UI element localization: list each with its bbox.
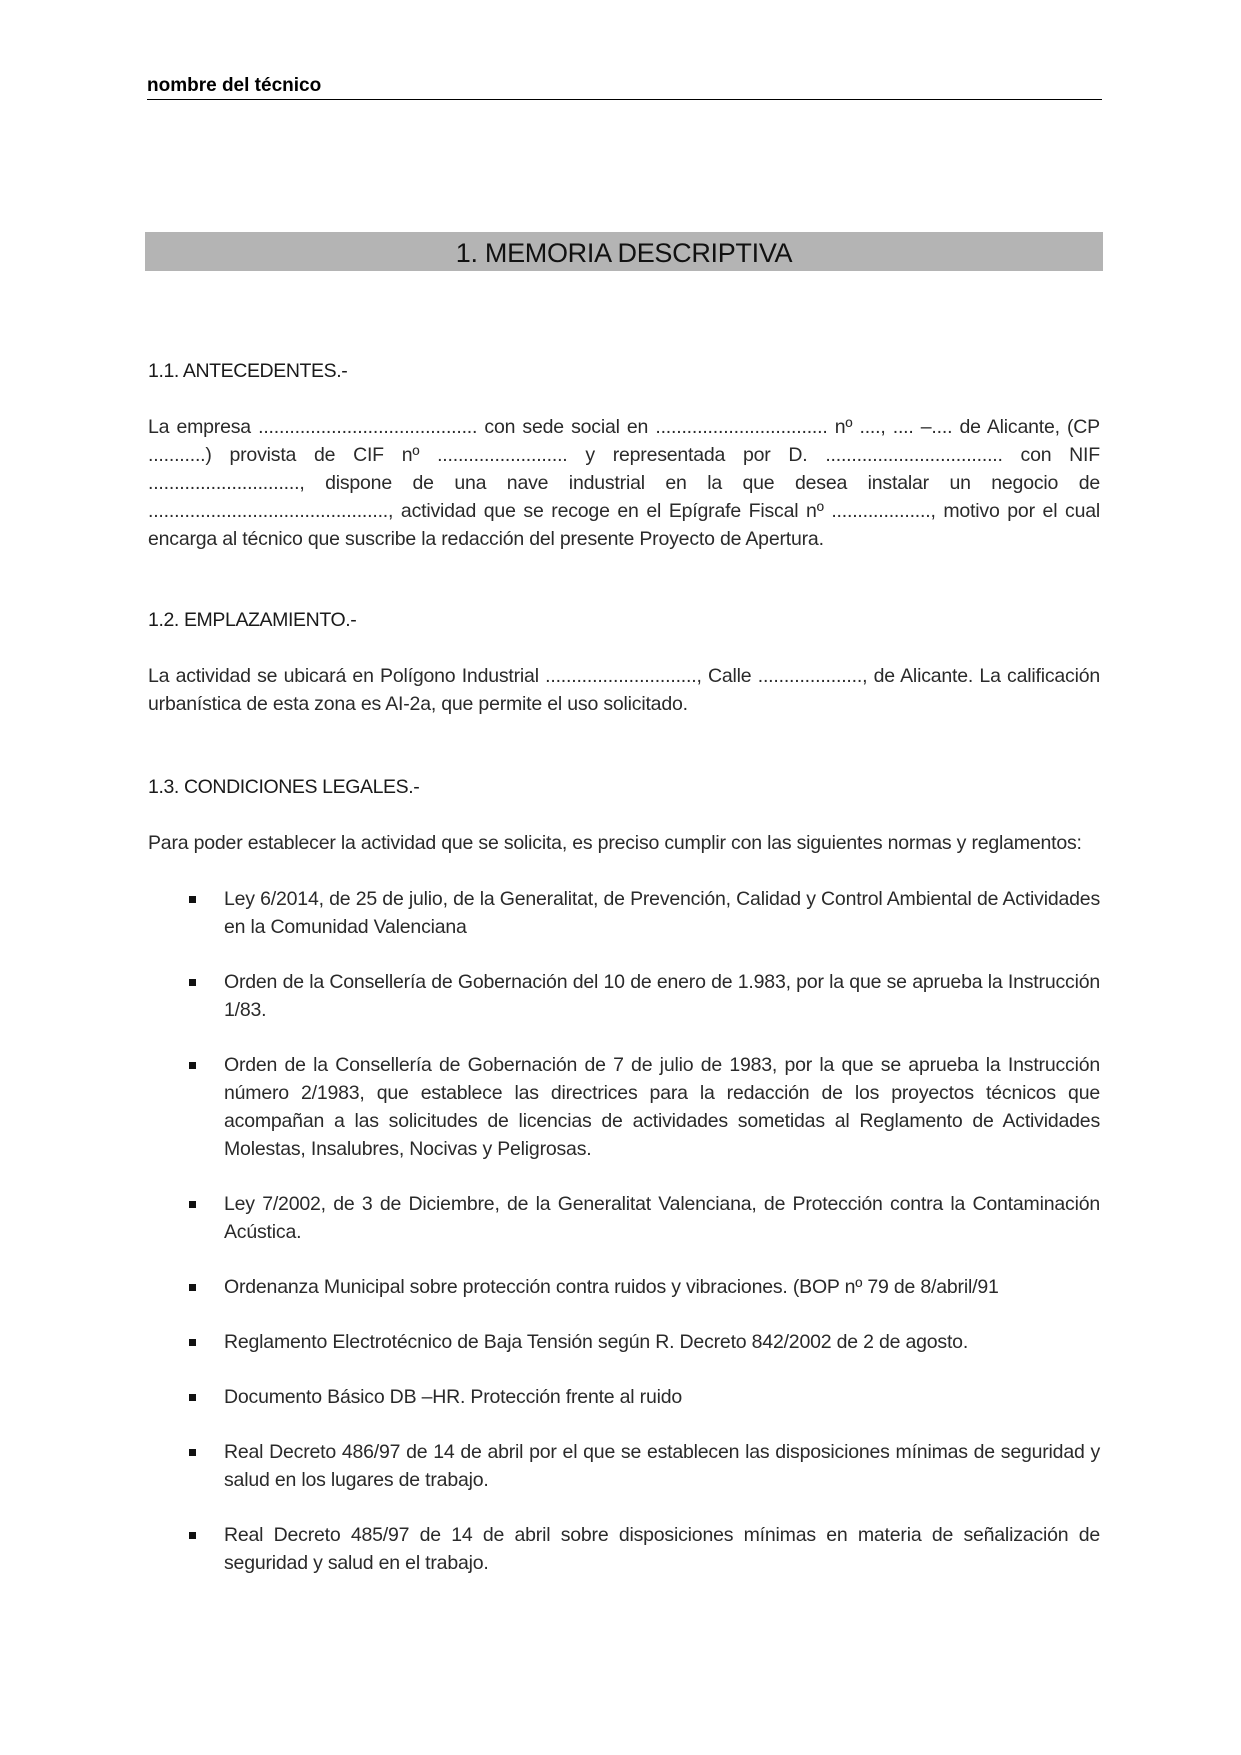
regulation-text: Ley 7/2002, de 3 de Diciembre, de la Generalitat Valenciana, de Protección contra la Contaminación Acústica. bbox=[224, 1193, 1100, 1243]
regulation-item bbox=[148, 1438, 1100, 1494]
bullet-square-icon bbox=[189, 979, 196, 986]
bullet-square-icon bbox=[189, 1339, 196, 1346]
regulation-text: Real Decreto 486/97 de 14 de abril por el que se establecen las disposiciones mínimas de seguridad y salud en los lugares de trabajo. bbox=[224, 1441, 1100, 1491]
regulation-item bbox=[148, 1521, 1100, 1577]
section-heading-condiciones-legales: 1.3. CONDICIONES LEGALES.- bbox=[148, 776, 420, 798]
section-heading-emplazamiento: 1.2. EMPLAZAMIENTO.- bbox=[148, 609, 357, 631]
regulation-text: Ordenanza Municipal sobre protección contra ruidos y vibraciones. (BOP nº 79 de 8/abril/91 bbox=[224, 1276, 999, 1298]
bullet-square-icon bbox=[189, 1201, 196, 1208]
regulation-item bbox=[148, 1190, 1100, 1246]
regulation-text: Documento Básico DB –HR. Protección frente al ruido bbox=[224, 1386, 683, 1408]
regulation-item bbox=[148, 1051, 1100, 1163]
section-text-condiciones-legales: Para poder establecer la actividad que se solicita, es preciso cumplir con las siguientes normas y reglamentos: bbox=[148, 832, 1082, 854]
bullet-square-icon bbox=[189, 1532, 196, 1539]
regulation-item bbox=[148, 1328, 1100, 1356]
regulation-text: Ley 6/2014, de 25 de julio, de la Generalitat, de Prevención, Calidad y Control Ambiental de Actividades en la Comunidad Valenciana bbox=[224, 888, 1100, 938]
regulation-item bbox=[148, 1273, 1100, 1301]
regulation-text: Orden de la Consellería de Gobernación de 7 de julio de 1983, por la que se aprueba la Instrucción número 2/1983, que establece las directrices para la redacción de los proyectos técnicos que acompañan a las solicitudes de licencias de actividades sometidas al Reglamento de Actividades Molestas, Insalubres, Nocivas y Peligrosas. bbox=[224, 1054, 1100, 1160]
section-text-antecedentes: La empresa .......................................... con sede social en ................................. nº ...., .... –.... de Alicante, (CP ...........) provista de CIF nº ......................... y representada por D. .................................. con NIF ............................., dispone de una nave industrial en la que desea instalar un negocio de .............................................., actividad que se recoge en el Epígrafe Fiscal nº ..................., motivo por el cual encarga al técnico que suscribe la redacción del presente Proyecto de Apertura. bbox=[148, 416, 1100, 550]
regulation-text: Reglamento Electrotécnico de Baja Tensión según R. Decreto 842/2002 de 2 de agosto. bbox=[224, 1331, 969, 1353]
regulation-text: Real Decreto 485/97 de 14 de abril sobre disposiciones mínimas en materia de señalización de seguridad y salud en el trabajo. bbox=[224, 1524, 1100, 1574]
regulation-item bbox=[148, 885, 1100, 941]
bullet-square-icon bbox=[189, 1062, 196, 1069]
regulation-text: Orden de la Consellería de Gobernación del 10 de enero de 1.983, por la que se aprueba la Instrucción 1/83. bbox=[224, 971, 1100, 1021]
chapter-title: 1. MEMORIA DESCRIPTIVA bbox=[145, 232, 1103, 271]
regulation-item bbox=[148, 1383, 1100, 1411]
section-text-emplazamiento: La actividad se ubicará en Polígono Industrial ............................., Calle ...................., de Alicante. La calificación urbanística de esta zona es AI-2a, que permite el uso solicitado. bbox=[148, 665, 1100, 715]
bullet-square-icon bbox=[189, 1394, 196, 1401]
regulation-item bbox=[148, 968, 1100, 1024]
section-heading-antecedentes: 1.1. ANTECEDENTES.- bbox=[148, 360, 348, 382]
bullet-square-icon bbox=[189, 1284, 196, 1291]
bullet-square-icon bbox=[189, 896, 196, 903]
bullet-square-icon bbox=[189, 1449, 196, 1456]
page-header-author: nombre del técnico bbox=[147, 75, 1102, 100]
regulations-list bbox=[148, 885, 1100, 1604]
